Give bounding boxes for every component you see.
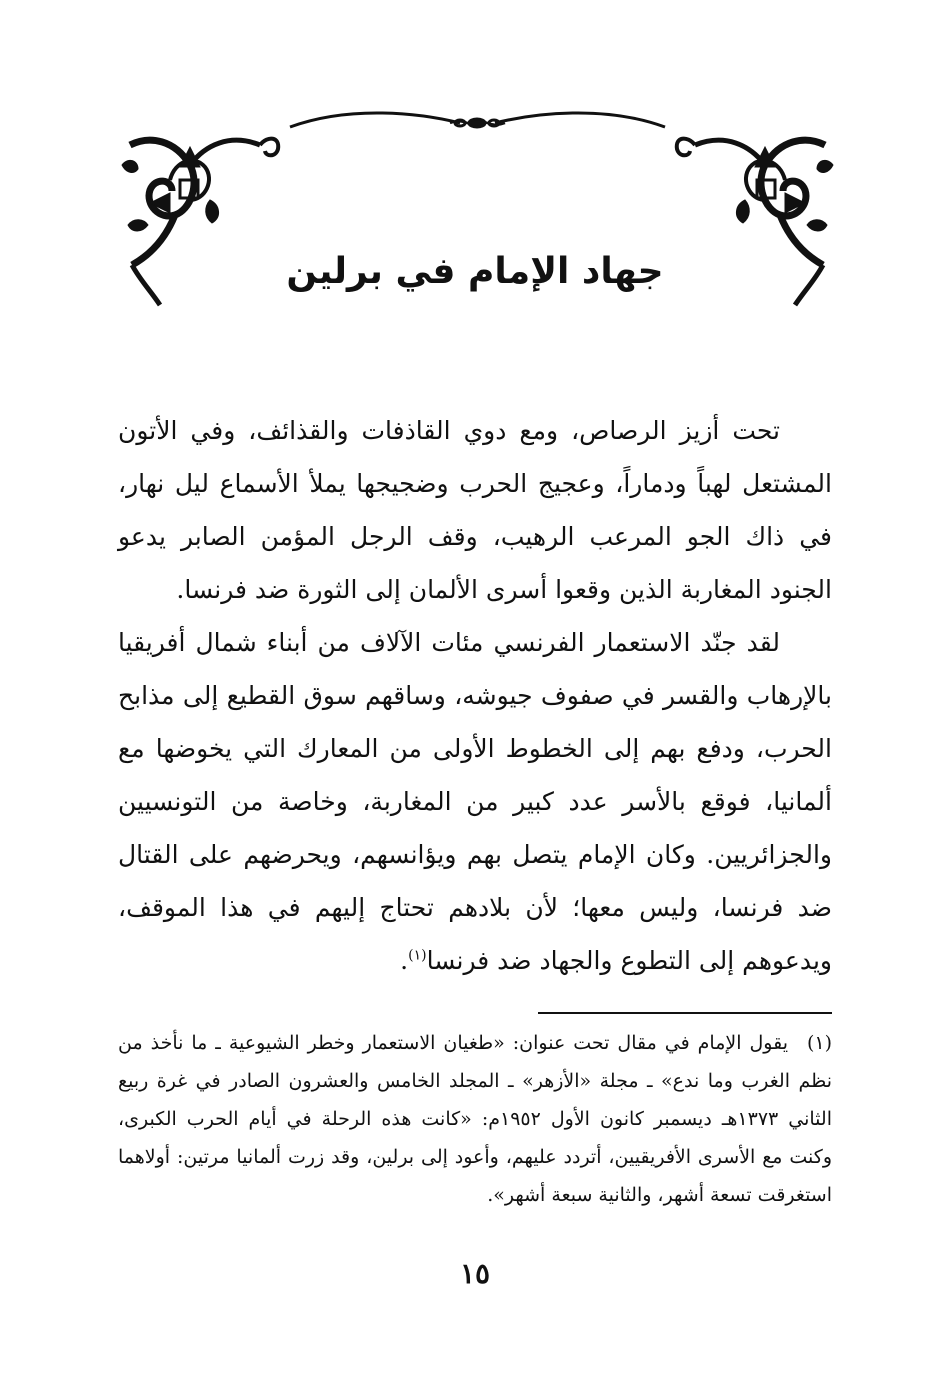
body-text [118, 404, 832, 987]
footnote-marker: (١) [806, 1032, 832, 1054]
footnote-separator [538, 1012, 832, 1014]
footnote-text: يقول الإمام في مقال تحت عنوان: «طغيان الاستعمار وخطر الشيوعية ـ ما نأخذ من نظم الغرب وما ندع» ـ مجلة «الأزهر» ـ المجلد الخامس والعشرون الصادر في غرة ربيع الثاني ١٣٧٣هـ ديسمبر كانون الأول ١٩٥٢م: «كانت هذه الرحلة في أيام الحرب الكبرى، وكنت مع الأسرى الأفريقيين، أتردد عليهم، وأعود إلى برلين، وقد زرت ألمانيا مرتين: أولاهما استغرقت تسعة أشهر، والثانية سبعة أشهر». [118, 1032, 832, 1206]
paragraph-1: تحت أزيز الرصاص، ومع دوي القاذفات والقذائف، وفي الأتون المشتعل لهباً ودماراً، وعجيج الحرب وضجيجها يملأ الأسماع ليل نهار، في ذاك الجو المرعب الرهيب، وقف الرجل المؤمن الصابر يدعو الجنود المغاربة الذين وقعوا أسرى الألمان إلى الثورة ضد فرنسا. [118, 416, 832, 604]
right-corner-ornament-icon [677, 139, 833, 305]
chapter-title: جهاد الإمام في برلين [286, 251, 664, 292]
footnote-reference[interactable]: (١) [408, 947, 427, 964]
top-flourish-icon [290, 113, 665, 127]
paragraph-2-text: لقد جنّد الاستعمار الفرنسي مئات الآلاف من أبناء شمال أفريقيا بالإرهاب والقسر في صفوف جيوشه، وساقهم سوق القطيع إلى مذابح الحرب، ودفع بهم إلى الخطوط الأولى من المعارك التي يخوضها مع ألمانيا، فوقع بالأسر عدد كبير من المغاربة، وخاصة من التونسيين والجزائريين. وكان الإمام يتصل بهم ويؤانسهم، ويحرضهم على القتال ضد فرنسا، وليس معها؛ لأن بلادهم تحتاج إليهم في هذا الموقف، ويدعوهم إلى التطوع والجهاد ضد فرنسا [118, 628, 832, 975]
paragraph-2-end: . [400, 946, 409, 975]
page-number: ١٥ [459, 1257, 491, 1290]
paragraph-2 [118, 616, 832, 987]
footnote [118, 1024, 832, 1214]
